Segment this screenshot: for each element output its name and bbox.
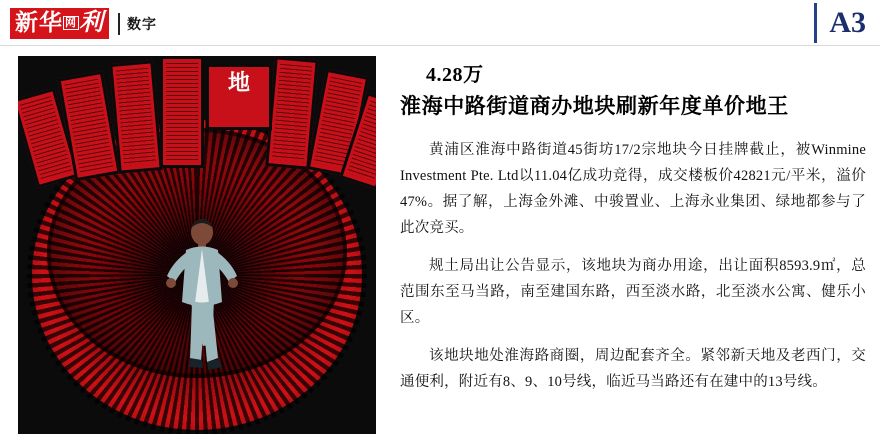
- article-kicker: 4.28万: [426, 64, 484, 86]
- red-building-blocks: [18, 56, 376, 206]
- logo-sub-box-text: 网: [65, 16, 77, 29]
- masthead: [0, 0, 880, 46]
- land-sign-plate: [206, 64, 272, 130]
- article-paragraph: 黄浦区淮海中路街道45街坊17/2宗地块今日挂牌截止，被Winmine Investment Pte. Ltd以11.04亿成功竞得，成交楼板价42821元/平米，溢价47%。据了解，上海金外滩、中骏置业、上海永业集团、绿地都参与了此次竞买。: [400, 142, 866, 236]
- page-number: A3: [829, 6, 866, 39]
- falling-man-figure: [166, 216, 238, 406]
- logo-red-badge: [10, 8, 109, 39]
- article-text-column: [400, 58, 866, 407]
- land-sign-text: 地: [227, 71, 250, 96]
- article-headline: 淮海中路街道商办地块刷新年度单价地王: [400, 94, 789, 118]
- building-block: [160, 56, 204, 168]
- logo-divider: [118, 13, 120, 35]
- article-paragraph: 规土局出让公告显示，该地块为商办用途，出让面积8593.9㎡，总范围东至马当路，南至建国东路，西至淡水路，北至淡水公寓、健乐小区。: [400, 258, 866, 326]
- article-illustration: [18, 56, 376, 434]
- masthead-divider: [0, 45, 880, 46]
- building-block: [109, 60, 162, 173]
- page-content: [0, 48, 880, 440]
- logo-cursive-text: 利: [79, 10, 104, 36]
- logo-block[interactable]: [10, 8, 157, 39]
- page-number-block: [814, 2, 866, 44]
- article-paragraph: 该地块地处淮海路商圈，周边配套齐全。紧邻新天地及老西门，交通便利，附近有8、9、10号线，临近马当路还有在建中的13号线。: [400, 348, 866, 390]
- section-label: 数字: [127, 16, 157, 33]
- page-number-rule: [814, 3, 817, 43]
- logo-main-text: 新华: [15, 10, 63, 36]
